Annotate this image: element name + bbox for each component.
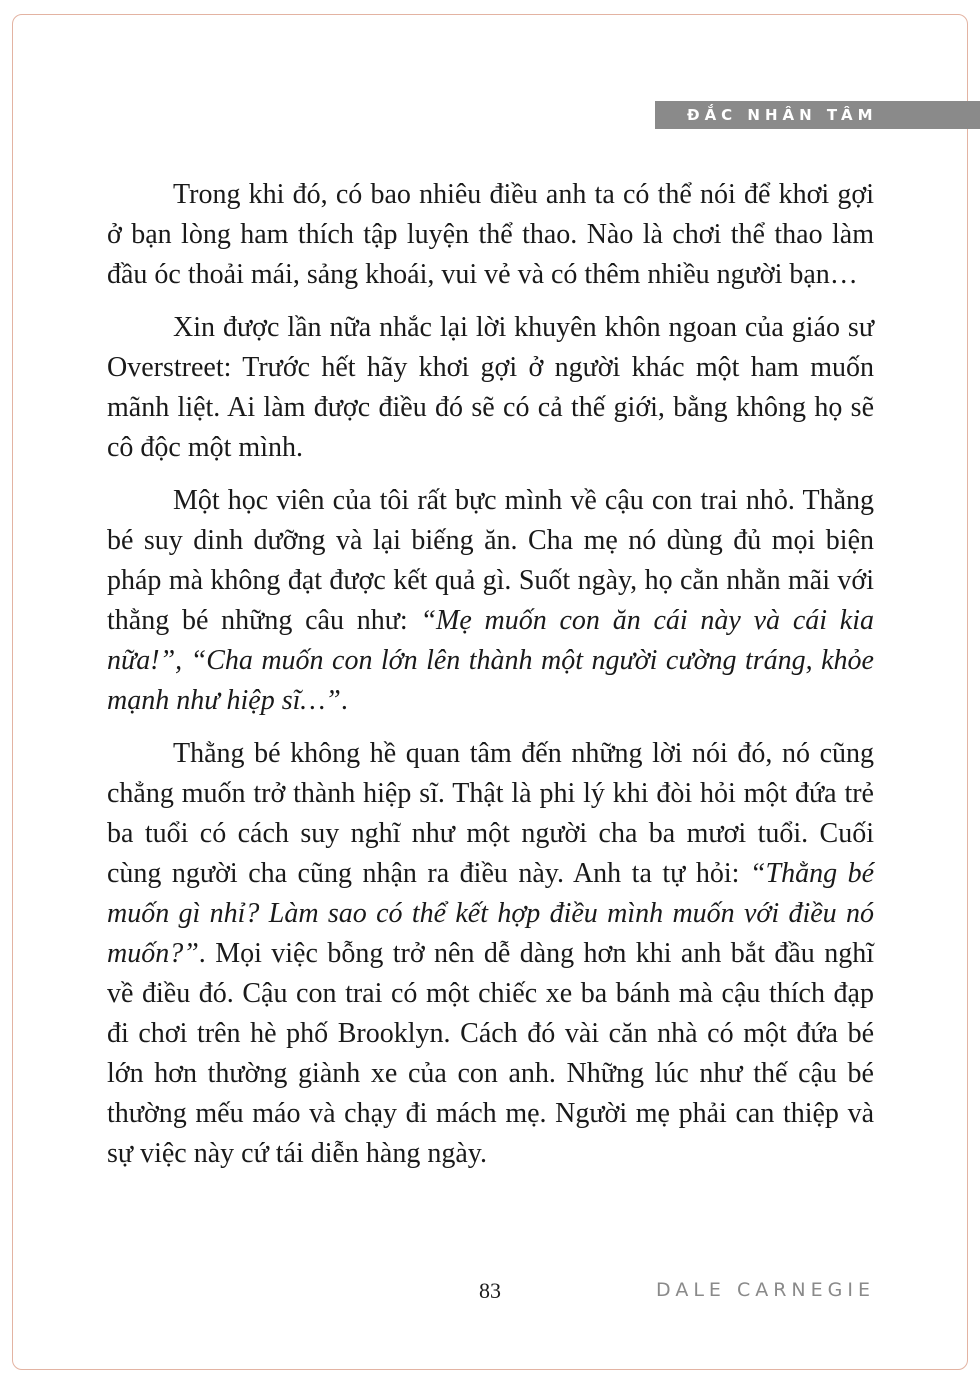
running-header-title: ĐẮC NHÂN TÂM (687, 106, 878, 124)
paragraph-text: Trong khi đó, có bao nhiêu điều anh ta có thể nói để khơi gợi ở bạn lòng ham thích tập luyện thể thao. Nào là chơi thể thao làm đầu óc thoải mái, sảng khoái, vui vẻ và có thêm nhiều người bạn… (107, 179, 874, 290)
quote-text: “Thằng bé muốn gì nhỉ? Làm sao có thể kết hợp điều mình muốn với điều nó muốn?” (107, 858, 874, 969)
paragraph-text: Xin được lần nữa nhắc lại lời khuyên khôn ngoan của giáo sư Overstreet: Trước hết hãy khơi gợi ở người khác một ham muốn mãnh liệt. Ai làm được điều đó sẽ có cả thế giới, bằng không họ sẽ cô độc một mình. (107, 312, 874, 463)
paragraph-text: . (340, 685, 348, 716)
paragraph-text: Một học viên của tôi rất bực mình về cậu con trai nhỏ. Thằng bé suy dinh dưỡng và lại biếng ăn. Cha mẹ nó dùng đủ mọi biện pháp mà không đạt được kết quả gì. Suốt ngày, họ cằn nhằn mãi với thằng bé những câu như: (107, 485, 874, 636)
body-text (107, 175, 874, 1187)
quote-text: “Mẹ muốn con ăn cái này và cái kia nữa!”, “Cha muốn con lớn lên thành một người cường tráng, khỏe mạnh như hiệp sĩ…” (107, 605, 874, 716)
running-footer-author: DALE CARNEGIE (656, 1279, 875, 1301)
paragraph-3 (107, 481, 874, 721)
paragraph-text: Thằng bé không hề quan tâm đến những lời nói đó, nó cũng chẳng muốn trở thành hiệp sĩ. Thật là phi lý khi đòi hỏi một đứa trẻ ba tuổi có cách suy nghĩ như một người cha ba mươi tuổi. Cuối cùng người cha cũng nhận ra điều này. Anh ta tự hỏi: (107, 738, 874, 889)
paragraph-4 (107, 734, 874, 1174)
paragraph-1 (107, 175, 874, 295)
paragraph-text: . Mọi việc bỗng trở nên dễ dàng hơn khi anh bắt đầu nghĩ về điều đó. Cậu con trai có một chiếc xe ba bánh mà cậu thích đạp đi chơi trên hè phố Brooklyn. Cách đó vài căn nhà có một đứa bé lớn hơn thường giành xe của con anh. Những lúc như thế cậu bé thường mếu máo và chạy đi mách mẹ. Người mẹ phải can thiệp và sự việc này cứ tái diễn hàng ngày. (107, 938, 874, 1169)
paragraph-2 (107, 308, 874, 468)
page-number: 83 (479, 1278, 501, 1303)
